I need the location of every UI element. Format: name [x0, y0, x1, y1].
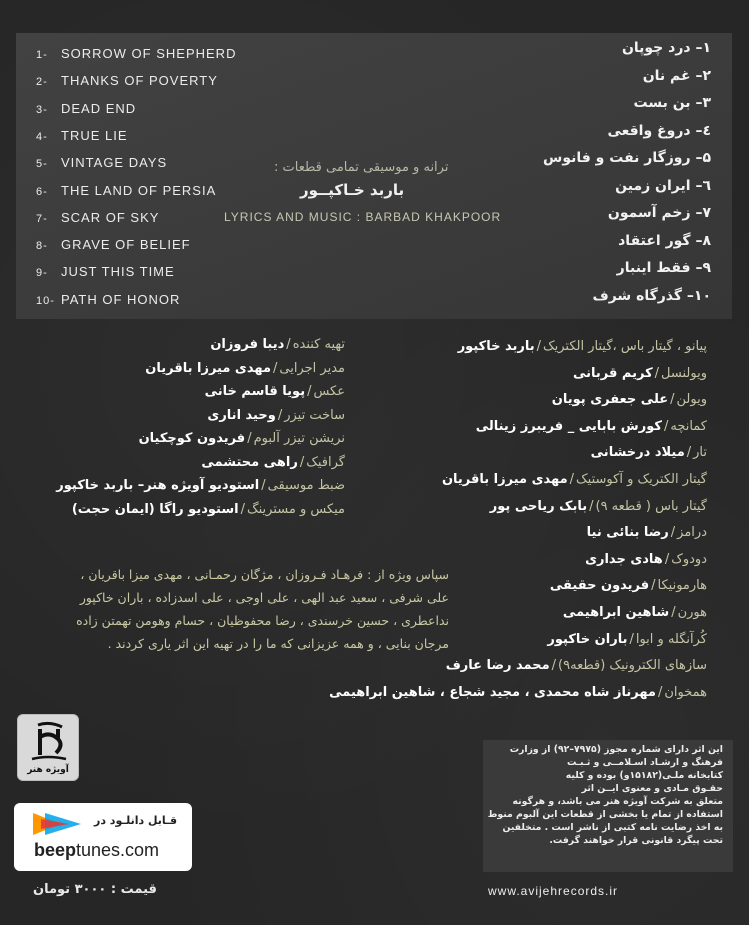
credit-separator: /: [273, 360, 278, 376]
track-title: GRAVE OF BELIEF: [61, 237, 191, 253]
credit-separator: /: [663, 418, 669, 434]
credit-role: کمانچه: [670, 418, 707, 434]
credit-role: عکس: [313, 384, 345, 399]
credit-separator: /: [307, 384, 312, 399]
legal-line: تحت پیگرد قانونی قرار خواهند گرفت.: [549, 835, 723, 846]
credit-row: [446, 658, 707, 673]
credit-role: دودوک: [671, 551, 707, 567]
track-title: SORROW OF SHEPHERD: [61, 46, 237, 61]
credit-name: علی جعفری پویان: [551, 392, 669, 408]
credit-separator: /: [536, 339, 541, 354]
track-title: THANKS OF POVERTY: [61, 73, 218, 89]
track-fa-1: ۱– درد چوپان: [621, 40, 711, 56]
credit-row: [585, 552, 707, 567]
track-number: 7-: [36, 212, 48, 225]
credit-separator: /: [657, 684, 663, 700]
credit-row: [56, 478, 345, 493]
credit-role: نریشن تیزر آلبوم: [253, 431, 345, 446]
credit-separator: /: [286, 337, 291, 352]
credit-role: ضبط موسیقی: [267, 478, 345, 493]
track-en-6: [36, 183, 216, 198]
credit-separator: /: [240, 501, 245, 517]
credit-name: فریدون کوچکیان: [138, 431, 246, 446]
credit-row: [72, 502, 345, 517]
credit-role: گیتار الکتریک و آکوستیک: [576, 472, 707, 487]
special-thanks: [9, 563, 449, 655]
credit-row: [490, 499, 707, 514]
lyrics-music-credit-en: LYRICS AND MUSIC : BARBAD KHAKPOOR: [224, 210, 502, 224]
credit-separator: /: [277, 407, 283, 423]
website-link[interactable]: www.avijehrecords.ir: [488, 884, 619, 898]
credit-role: مدیر اجرایی: [279, 360, 345, 376]
avijeh-logo: [17, 714, 79, 781]
logo-text: آویژه هنر: [27, 765, 69, 775]
credit-row: [563, 605, 707, 620]
credit-role: گیتار باس ( قطعه ۹): [595, 498, 707, 514]
credit-role: میکس و مسترینگ: [246, 501, 345, 517]
credit-separator: /: [686, 445, 692, 461]
track-number: 5-: [36, 158, 48, 171]
credit-separator: /: [670, 392, 675, 408]
track-title: SCAR OF SKY: [61, 209, 160, 225]
track-number: 2-: [36, 76, 48, 89]
credit-name: باران خاکپور: [547, 631, 628, 647]
credit-separator: /: [299, 454, 305, 470]
legal-line: این اثر دارای شماره مجوز (۷۹۷۵–۹۲) از وزارت: [509, 744, 723, 755]
track-fa-4: ٤– دروغ واقعی: [607, 122, 711, 139]
credit-row: [201, 455, 345, 470]
credit-row: [210, 337, 345, 352]
track-number: 8-: [36, 240, 48, 253]
thanks-line: مرجان بنایی ، و همه عزیزانی که ما را در تهیه این اثر یاری کردند .: [107, 636, 449, 651]
credit-role: تهیه کننده: [292, 337, 345, 352]
credit-row: [329, 685, 707, 700]
credit-role: ویولنسل: [661, 365, 707, 381]
lyrics-music-label-fa: ترانه و موسیقی تمامی قطعات :: [274, 160, 449, 175]
track-fa-9: ۹– فقط اینبار: [616, 260, 711, 276]
credit-role: همخوان: [664, 684, 707, 700]
track-en-1: [36, 46, 236, 61]
credit-name: وحید اناری: [207, 407, 276, 423]
credit-separator: /: [569, 472, 575, 487]
credit-separator: /: [629, 631, 634, 647]
track-fa-7: ۷– زخم آسمون: [607, 205, 711, 221]
credit-role: پیانو ، گیتار باس ،گیتار الکتریک: [543, 339, 707, 354]
credit-row: [476, 419, 707, 434]
legal-line: متعلق به شرکت آویژه هنر می باشد، و هرگونه: [512, 796, 723, 807]
credit-role: درامز: [677, 525, 707, 541]
legal-line: حقـوق مـادی و معنوی ایــن اثر: [581, 783, 723, 794]
credit-name: میلاد درخشانی: [590, 445, 685, 461]
track-title: JUST THIS TIME: [61, 264, 175, 280]
track-en-2: [36, 73, 218, 88]
credit-name: مهدی میرزا باقریان: [441, 472, 568, 487]
track-title: DEAD END: [61, 100, 137, 116]
credit-name: استودیو راگا (ایمان حجت): [71, 501, 239, 517]
credit-role: هارمونیکا: [657, 578, 707, 594]
credit-separator: /: [551, 658, 557, 674]
track-en-9: [36, 264, 175, 279]
track-fa-10: ۱۰– گذرگاه شرف: [592, 287, 711, 304]
credit-separator: /: [654, 365, 660, 381]
thanks-line: علی شرفی ، سعید عبد الهی ، علی اوجی ، علی اسدزاده ، باران خاکپور: [79, 590, 449, 605]
composer-name-fa: باربد خـاکپــور: [300, 181, 405, 199]
credit-name: کورش بابایی _ فریبرز زینالی: [475, 418, 662, 434]
credit-name: کریم قربانی: [573, 365, 653, 381]
track-number: 6-: [36, 185, 48, 198]
credit-role: ساخت تیزر: [284, 407, 345, 423]
track-en-4: [36, 128, 128, 143]
track-title: VINTAGE DAYS: [61, 155, 168, 171]
beeptunes-badge[interactable]: [14, 803, 192, 871]
track-number: 4-: [36, 130, 48, 143]
credit-separator: /: [247, 431, 252, 446]
credit-name: راهی محتشمی: [201, 454, 298, 470]
credit-name: استودیو آویژه هنر– باربد خاکپور: [56, 478, 260, 493]
credit-name: فریدون حقیقی: [549, 578, 650, 594]
credit-row: [145, 361, 345, 376]
thanks-line: سپاس ویژه از : فرهـاد فـروزان ، مژگان رحمـانی ، مهدی میزا باقریان ،: [80, 567, 449, 582]
credit-row: [573, 366, 707, 381]
track-number: 3-: [36, 103, 48, 116]
track-title: TRUE LIE: [61, 127, 128, 143]
legal-line: به اخذ رضایت نامه کتبی از ناشر است . متخلفین: [502, 822, 723, 833]
legal-line: کتابخانه ملـی(۱۵۱۸۲و) بوده و کلیه: [565, 770, 723, 781]
credit-name: شاهین ابراهیمی: [562, 605, 670, 620]
credit-row: [547, 632, 707, 647]
track-fa-6: ٦– ایران زمین: [615, 177, 711, 194]
legal-line: فرهنگ و ارشـاد اسـلامــی و ثـبـت: [566, 757, 723, 768]
credit-name: رضا بنائی نیا: [586, 525, 669, 541]
play-triangle-icon: [31, 811, 83, 837]
credit-name: بابک ریاحی پور: [489, 498, 588, 514]
credit-name: هادی جداری: [585, 551, 663, 567]
credit-separator: /: [670, 525, 676, 541]
credit-role: سازهای الکترونیک (قطعه۹): [558, 658, 707, 674]
track-fa-8: ۸– گور اعتقاد: [618, 232, 711, 249]
avijeh-logo-icon: [18, 715, 80, 767]
credit-row: [207, 408, 345, 423]
credit-row: [205, 384, 345, 399]
credit-row: [442, 472, 707, 487]
credit-separator: /: [589, 498, 594, 514]
track-en-3: [36, 101, 136, 116]
track-en-7: [36, 210, 159, 225]
track-fa-2: ۲– غم نان: [642, 67, 711, 84]
credit-separator: /: [671, 605, 676, 620]
track-en-10: [36, 292, 180, 307]
track-en-5: [36, 155, 167, 170]
credit-name: مهدی میرزا باقریان: [145, 360, 271, 376]
track-title: THE LAND OF PERSIA: [61, 182, 217, 198]
thanks-line: نداعطری ، حسین خرسندی ، رضا محفوظیان ، حسام وهومن تهمتن زاده: [76, 613, 449, 628]
credit-role: تار: [693, 445, 707, 461]
track-number: 9-: [36, 267, 48, 280]
credit-row: [139, 431, 345, 446]
beeptunes-brand: beeptunes.com: [34, 840, 160, 860]
price-label: قیمت : ۳۰۰۰ تومان: [33, 882, 157, 897]
track-fa-3: ۳– بن بست: [633, 95, 711, 111]
track-fa-5: ۵– روزگار نفت و فانوس: [543, 150, 711, 166]
credit-role: ویولن: [676, 392, 707, 408]
credit-row: [587, 525, 707, 540]
credit-role: کُرآنگله و ابوا: [635, 631, 707, 647]
credit-name: دیبا فروزان: [210, 337, 285, 352]
track-number: 1-: [36, 49, 48, 61]
credit-name: باربد خاکپور: [457, 339, 535, 354]
credit-separator: /: [651, 578, 656, 594]
credit-role: گرافیک: [306, 454, 345, 470]
credit-name: پویا قاسم خانی: [204, 384, 306, 399]
download-label: قـابل دانلـود در: [94, 814, 178, 827]
credit-row: [550, 578, 707, 593]
track-en-8: [36, 237, 191, 252]
credit-role: هورن: [677, 605, 707, 620]
track-number: 10-: [36, 294, 55, 307]
credit-row: [458, 339, 707, 354]
track-title: PATH OF HONOR: [61, 291, 181, 307]
credit-separator: /: [664, 551, 670, 567]
credit-name: مهرناز شاه محمدی ، مجید شجاع ، شاهین ابراهیمی: [329, 684, 656, 700]
legal-line: استفاده از تمام یا بخشی از قطعات این آلبوم منوط: [487, 809, 723, 820]
credit-row: [552, 392, 707, 407]
credit-separator: /: [261, 478, 266, 493]
credit-row: [591, 445, 707, 460]
license-notice: [483, 740, 733, 872]
credit-name: محمد رضا عارف: [445, 658, 550, 674]
